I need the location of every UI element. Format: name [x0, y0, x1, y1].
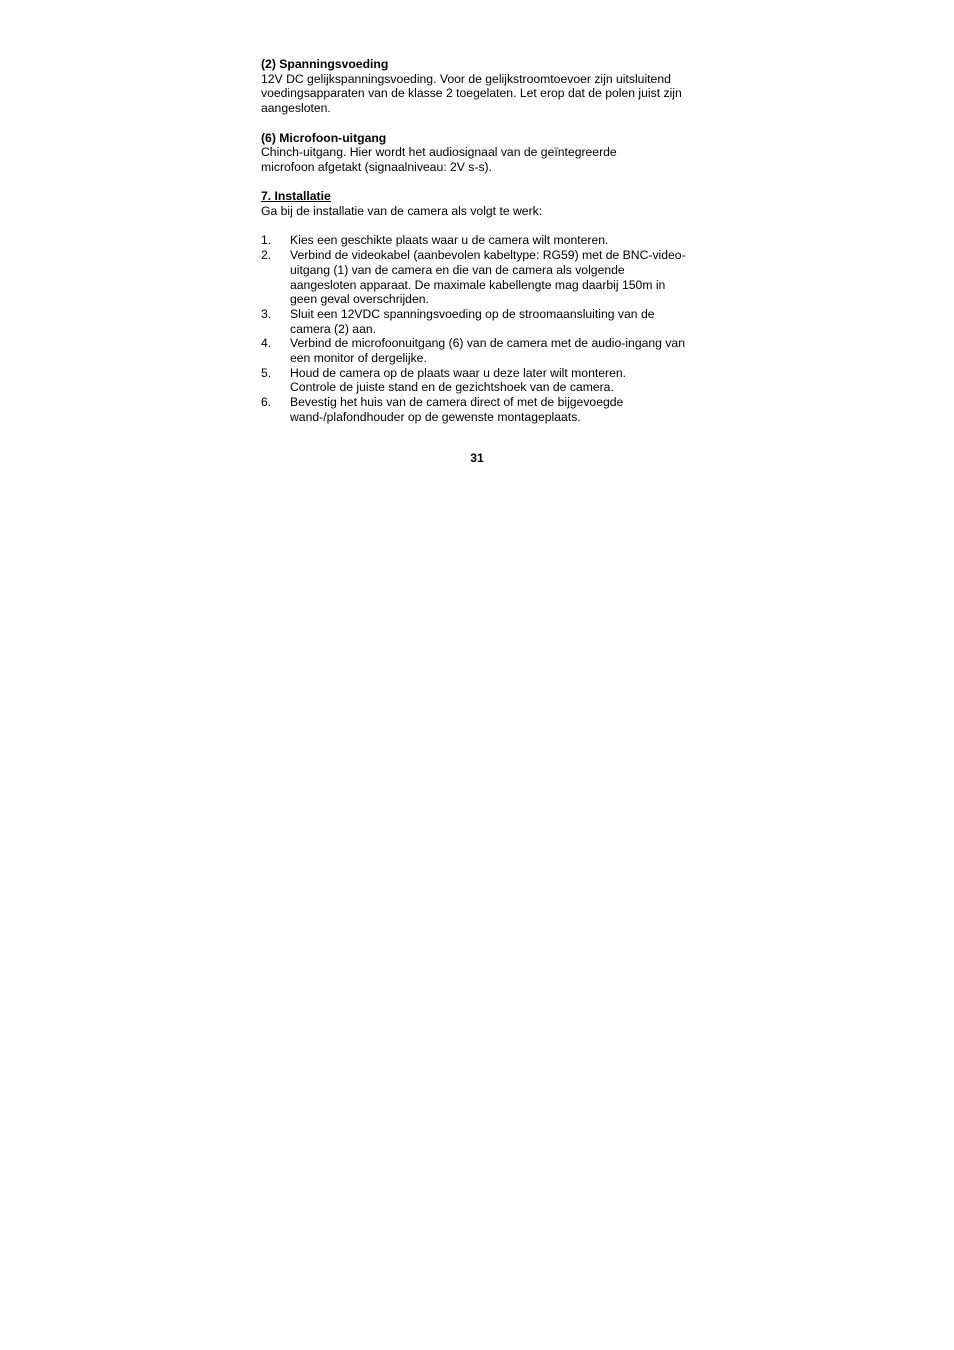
step-text: Houd de camera op de plaats waar u deze later wilt monteren. Controle de juiste stand en de gezichtshoek van de camera.	[290, 365, 627, 395]
step-number: 6.	[261, 395, 272, 410]
installation-heading: 7. Installatie	[261, 189, 331, 204]
section-power-supply	[261, 57, 691, 116]
list-item	[261, 233, 691, 248]
step-number: 1.	[261, 233, 272, 248]
installation-steps	[261, 233, 691, 424]
section-microphone-output	[261, 131, 691, 175]
step-text: Verbind de microfoonuitgang (6) van de camera met de audio-ingang van een monitor of dergelijke.	[290, 336, 685, 366]
list-item	[261, 366, 691, 395]
installation-intro: Ga bij de installatie van de camera als volgt te werk:	[261, 204, 543, 218]
section-heading: (6) Microfoon-uitgang	[261, 130, 387, 145]
page-content	[261, 57, 691, 425]
step-number: 2.	[261, 248, 272, 263]
section-heading: (2) Spanningsvoeding	[261, 57, 389, 71]
list-item	[261, 395, 691, 424]
step-text: Sluit een 12VDC spanningsvoeding op de stroomaansluiting van de camera (2) aan.	[290, 306, 655, 336]
list-item	[261, 307, 691, 336]
step-number: 5.	[261, 365, 272, 380]
section-body: Chinch-uitgang. Hier wordt het audiosignaal van de geïntegreerde microfoon afgetakt (signaalniveau: 2V s-s).	[261, 145, 617, 174]
step-text: Bevestig het huis van de camera direct of met de bijgevoegde wand-/plafondhouder op de gewenste montageplaats.	[290, 395, 624, 424]
step-text: Kies een geschikte plaats waar u de camera wilt monteren.	[290, 233, 609, 248]
step-text: Verbind de videokabel (aanbevolen kabeltype: RG59) met de BNC-video-uitgang (1) van de camera en die van de camera als volgende aangesloten apparaat. De maximale kabellengte mag daarbij 150m in geen geval overschrijden.	[290, 248, 686, 307]
page-number: 31	[470, 451, 484, 465]
list-item	[261, 336, 691, 365]
step-number: 4.	[261, 336, 272, 351]
step-number: 3.	[261, 306, 272, 321]
list-item	[261, 248, 691, 307]
section-installation	[261, 189, 691, 218]
section-body: 12V DC gelijkspanningsvoeding. Voor de gelijkstroomtoevoer zijn uitsluitend voedingsapparaten van de klasse 2 toegelaten. Let erop dat de polen juist zijn aangesloten.	[261, 71, 682, 116]
